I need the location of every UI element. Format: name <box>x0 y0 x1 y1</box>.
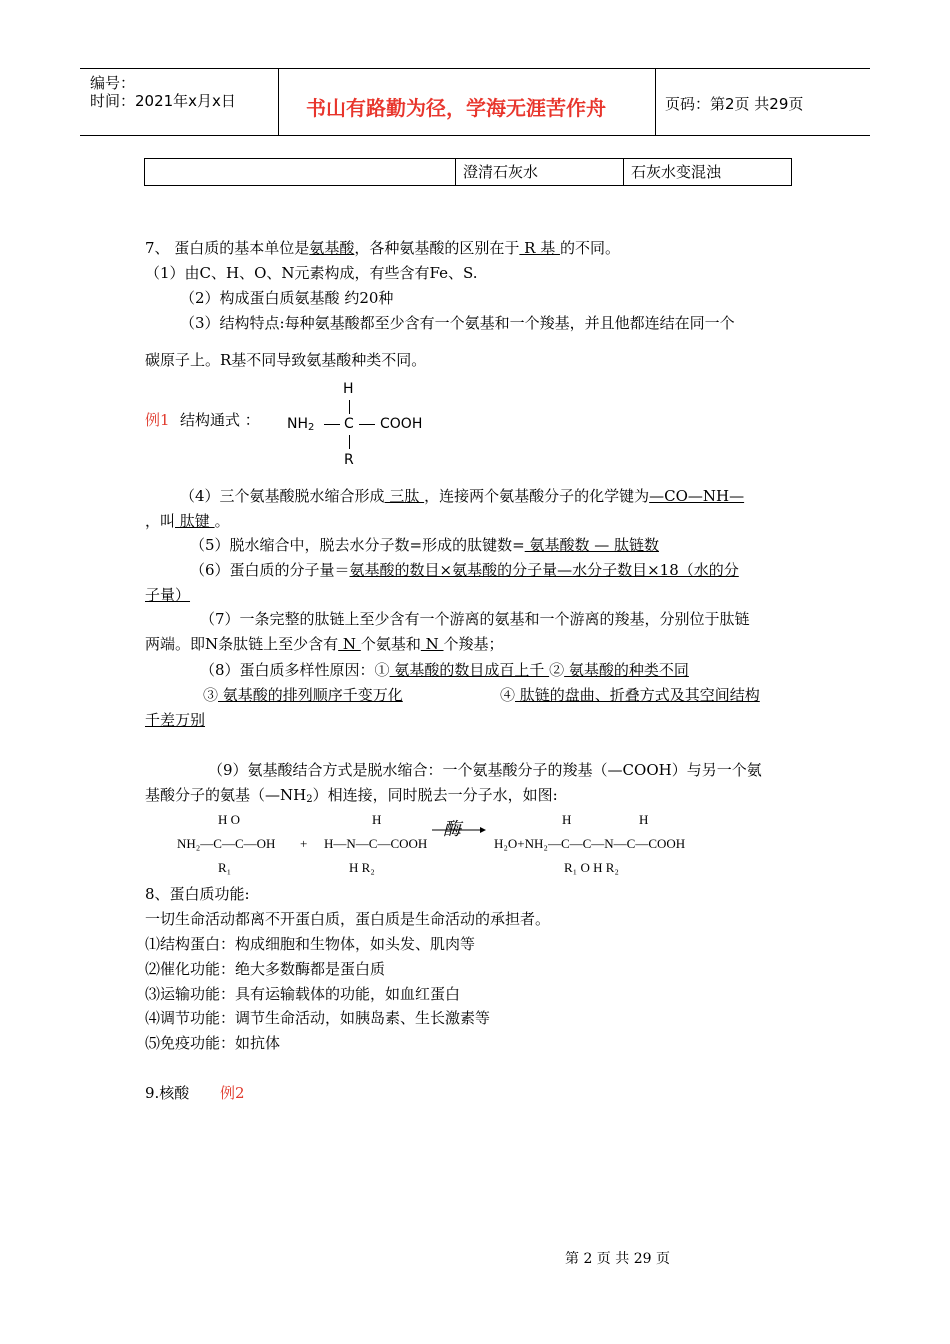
section8-intro: 一切生命活动都离不开蛋白质，蛋白质是生命活动的承担者。 <box>145 910 551 928</box>
serial-label: 编号： <box>90 74 136 92</box>
eq-right-mid: H₂O+NH₂—C—C—N—C—COOH <box>494 836 686 851</box>
formula-bond <box>349 435 350 449</box>
list-item: ⑸免疫功能：如抗体 <box>145 1034 281 1052</box>
point-8d: 千差万别 <box>145 711 206 729</box>
answer-blank: 氨基酸数 — 肽链数 <box>524 536 659 554</box>
header-divider <box>278 68 279 135</box>
motto: 书山有路勤为径，学海无涯苦作舟 <box>306 96 606 120</box>
section8-title: 8、蛋白质功能: <box>145 885 250 903</box>
eq-mid-mid: H—N—C—COOH <box>324 836 428 851</box>
eq-left-mid: NH₂—C—C—OH <box>177 836 276 851</box>
point-3a: （3）结构特点:每种氨基酸都至少含有一个氨基和一个羧基，并且他都连结在同一个 <box>180 314 735 332</box>
point-5: （5）脱水缩合中，脱去水分子数=形成的肽键数= 氨基酸数 — 肽链数 <box>190 536 659 554</box>
eq-left-top: H O <box>218 812 241 827</box>
answer-blank: R 基 <box>519 239 560 257</box>
formula-bond <box>349 400 350 414</box>
point-8c: ④ 肽链的盘曲、折叠方式及其空间结构 <box>500 686 760 704</box>
header-top-rule <box>80 68 870 69</box>
eq-mid-bot: H R₂ <box>349 860 375 875</box>
example1-text: 结构通式 ： <box>180 411 260 429</box>
example2-label: 例2 <box>220 1084 245 1102</box>
table-cell: 石灰水变混浊 <box>631 163 722 181</box>
answer-blank: 氨基酸 <box>309 239 355 257</box>
eq-mid-top: H <box>372 812 382 827</box>
list-item: ⑶运输功能：具有运输载体的功能，如血红蛋白 <box>145 985 461 1003</box>
enzyme-label: 酶 <box>443 819 461 840</box>
page-info: 页码：第2页 共29页 <box>665 95 804 113</box>
table-cell: 澄清石灰水 <box>463 163 539 181</box>
example1-label: 例1 <box>145 411 170 429</box>
answer-blank: 氨基酸的数目×氨基酸的分子量—水分子数目×18（水的分 <box>349 561 739 579</box>
point-6b: 子量） <box>145 586 191 604</box>
date-label: 时间：2021年x月x日 <box>90 92 236 110</box>
list-item: ⑴结构蛋白：构成细胞和生物体，如头发、肌肉等 <box>145 935 476 953</box>
point-9a: （9）氨基酸结合方式是脱水缩合：一个氨基酸分子的羧基（—COOH）与另一个氨 <box>208 761 762 779</box>
page-footer: 第 2 页 共 29 页 <box>565 1251 670 1267</box>
point-7b: 两端。即N条肽链上至少含有 N 个氨基和 N 个羧基； <box>145 635 504 653</box>
section9-title: 9.核酸 <box>145 1084 190 1102</box>
point-4b: ，叫 肽键 。 <box>145 512 230 530</box>
eq-right-top: H <box>639 812 649 827</box>
point-4a: （4）三个氨基酸脱水缩合形成 三肽 ，连接两个氨基酸分子的化学键为—CO—NH— <box>180 487 745 505</box>
eq-right-bot: R₁ O H R₂ <box>564 860 619 875</box>
eq-plus: + <box>300 836 308 851</box>
formula-c: C <box>344 416 354 432</box>
answer-blank: 肽键 <box>175 512 215 530</box>
section7-intro: 7、 蛋白质的基本单位是氨基酸，各种氨基酸的区别在于 R 基 的不同。 <box>145 239 620 257</box>
formula-cooh: COOH <box>380 416 423 432</box>
point-9b: 基酸分子的氨基（—NH2）相连接，同时脱去一分子水，如图: <box>145 786 558 805</box>
formula-h: H <box>343 381 354 397</box>
point-1: （1）由C、H、O、N元素构成，有些含有Fe、S. <box>145 264 478 282</box>
point-6a: （6）蛋白质的分子量＝氨基酸的数目×氨基酸的分子量—水分子数目×18（水的分 <box>190 561 739 579</box>
formula-nh2: NH2 <box>287 416 315 433</box>
table-cell-divider <box>623 158 624 185</box>
table-cell-divider <box>455 158 456 185</box>
list-item: ⑷调节功能：调节生命活动，如胰岛素、生长激素等 <box>145 1009 491 1027</box>
point-8b: ③ 氨基酸的排列顺序千变万化 <box>203 686 403 704</box>
eq-left-bot: R₁ <box>218 860 232 875</box>
answer-blank: 三肽 <box>384 487 425 505</box>
point-8a: （8）蛋白质多样性原因：① 氨基酸的数目成百上千 ② 氨基酸的种类不同 <box>200 661 689 679</box>
point-2: （2）构成蛋白质氨基酸 约20种 <box>180 289 394 307</box>
header-bottom-rule <box>80 135 870 136</box>
formula-r: R <box>344 452 354 468</box>
formula-bond <box>359 424 375 425</box>
point-3b: 碳原子上。R基不同导致氨基酸种类不同。 <box>145 351 427 369</box>
answer-blank: —CO—NH— <box>649 487 745 505</box>
header-divider <box>655 68 656 135</box>
point-7a: （7）一条完整的肽链上至少含有一个游离的氨基和一个游离的羧基，分别位于肽链 <box>200 610 750 628</box>
list-item: ⑵催化功能：绝大多数酶都是蛋白质 <box>145 960 386 978</box>
eq-right-top: H <box>562 812 572 827</box>
formula-bond <box>324 424 340 425</box>
